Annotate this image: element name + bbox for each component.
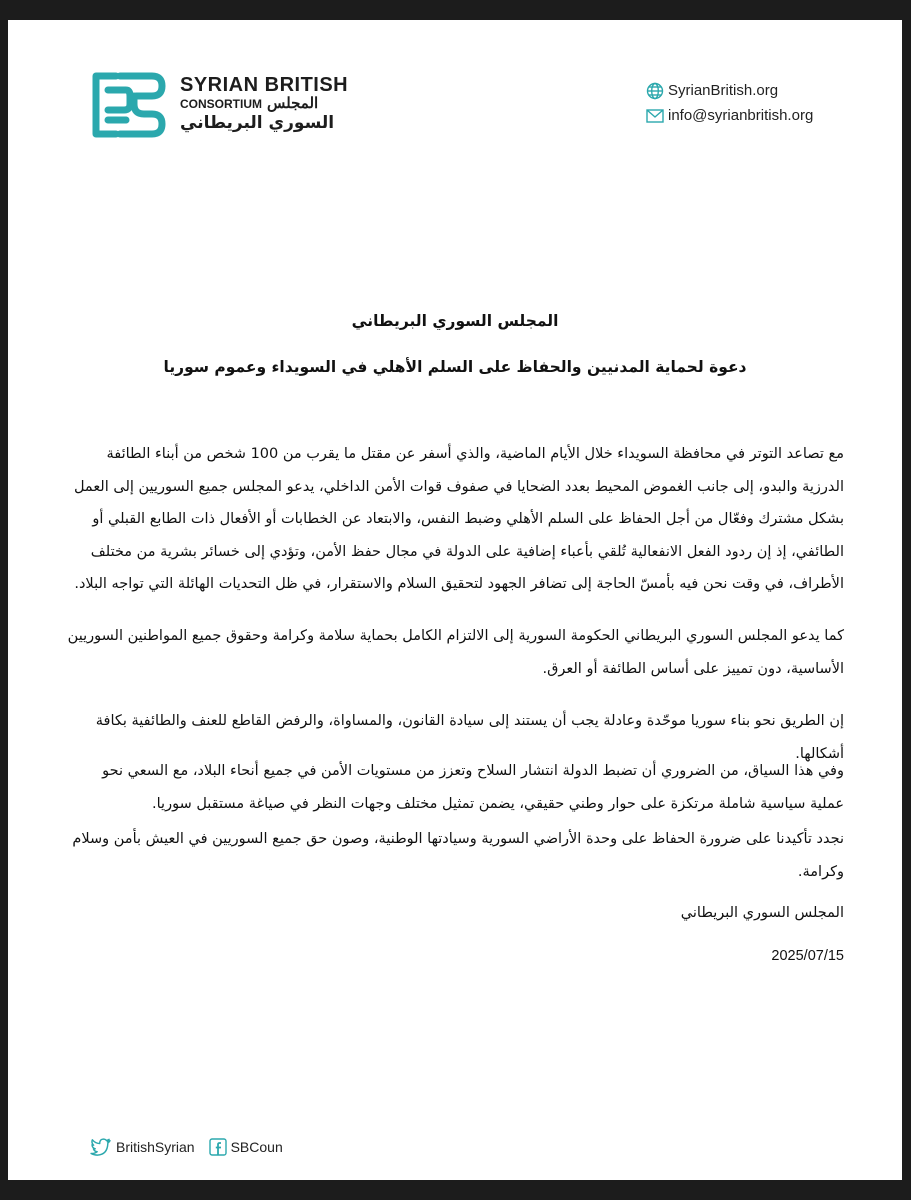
consortium-logo — [90, 70, 380, 160]
twitter-bird-icon — [90, 1138, 112, 1156]
brand-name-arabic: السوري البريطاني — [180, 113, 335, 133]
paragraph-3: إن الطريق نحو بناء سوريا موحّدة وعادلة يجب أن يستند إلى سيادة القانون، والمساواة، والرفض القاطع للعنف والطائفية بكافة أشكالها. — [95, 713, 844, 762]
facebook-handle[interactable]: SBCoun — [230, 1139, 283, 1155]
brand-consortium: CONSORTIUM — [180, 97, 262, 111]
document-subject: دعوة لحماية المدنيين والحفاظ على السلم الأهلي في السويداء وعموم سوريا — [163, 358, 747, 376]
website-link[interactable]: SyrianBritish.org — [668, 82, 779, 99]
signature: المجلس السوري البريطاني — [680, 905, 844, 921]
paragraph-1: مع تصاعد التوتر في محافظة السويداء خلال الأيام الماضية، والذي أسفر عن مقتل ما يقرب من 100 شخص من أبناء الطائفة الدرزية والبدو، إلى جانب الغموض المحيط بعدد الضحايا في صفوف قوات الأمن الداخلي، يدعو المجلس جميع السوريين إلى العمل بشكل مشترك وفعّال من أجل الحفاظ على السلم الأهلي وضبط النفس، والابتعاد عن الخطابات أو الأفعال ذات الطابع القبلي أو الطائفي، إذ إن ردود الفعل الانفعالية تُلقي بأعباء إضافية على الدولة في مجال حفظ الأمن، وتؤدي إلى خسائر بشرية من مختلف الأطراف، في وقت نحن فيه بأمسّ الحاجة إلى تضافر الجهود لتحقيق السلام والاستقرار، في ظل التحديات الهائلة التي تواجه البلاد. — [73, 446, 844, 592]
facebook-icon — [209, 1138, 227, 1156]
social-links — [90, 1138, 297, 1156]
contact-info — [646, 78, 813, 128]
brand-arabic-council: المجلس — [267, 95, 319, 112]
brand-name-english: SYRIAN BRITISH — [180, 74, 349, 96]
paragraph-2: كما يدعو المجلس السوري البريطاني الحكومة السورية إلى الالتزام الكامل بحماية سلامة وكرامة وحقوق جميع المواطنين السوريين الأساسية، دون تمييز على أساس الطائفة أو العرق. — [67, 628, 844, 677]
twitter-handle[interactable]: BritishSyrian — [116, 1139, 195, 1155]
email-link[interactable]: info@syrianbritish.org — [668, 107, 814, 124]
consortium-logo-mark-icon — [90, 70, 170, 140]
document-page — [8, 20, 902, 1180]
envelope-icon — [646, 109, 664, 123]
globe-icon — [646, 82, 664, 100]
document-org-title: المجلس السوري البريطاني — [351, 312, 559, 330]
document-date: 2025/07/15 — [771, 948, 844, 964]
paragraph-4: وفي هذا السياق، من الضروري أن تضبط الدولة انتشار السلاح وتعزز من مستويات الأمن في جميع أنحاء البلاد، مع السعي نحو عملية سياسية شاملة مرتكزة على حوار وطني حقيقي، يضمن تمثيل مختلف وجهات النظر في صياغة مستقبل سوريا. — [102, 763, 844, 812]
paragraph-5: نجدد تأكيدنا على ضرورة الحفاظ على وحدة الأراضي السورية وسيادتها الوطنية، وصون حق جميع السوريين في العيش بأمن وسلام وكرامة. — [72, 831, 844, 880]
